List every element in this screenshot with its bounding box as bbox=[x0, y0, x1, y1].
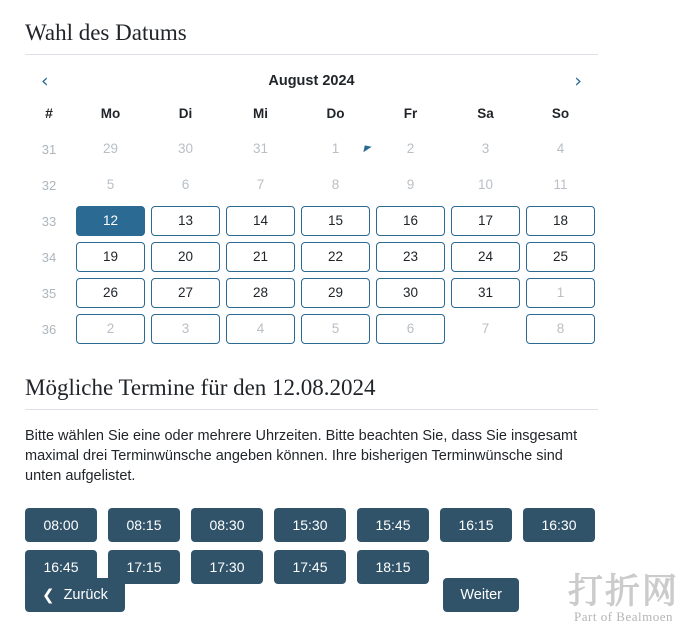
time-slot-button[interactable]: 08:15 bbox=[108, 508, 180, 542]
calendar-day-cell[interactable] bbox=[223, 239, 298, 275]
calendar-day-cell[interactable] bbox=[298, 311, 373, 347]
calendar-day[interactable]: 4 bbox=[226, 314, 295, 344]
calendar-week-number: 34 bbox=[41, 249, 57, 265]
mouse-cursor-icon bbox=[363, 145, 371, 153]
calendar-week-row bbox=[25, 167, 598, 203]
time-slot-button[interactable]: 08:00 bbox=[25, 508, 97, 542]
time-slot-button[interactable]: 15:30 bbox=[274, 508, 346, 542]
calendar-day: 7 bbox=[226, 170, 295, 200]
calendar-day[interactable]: 29 bbox=[301, 278, 370, 308]
calendar-day[interactable]: 6 bbox=[376, 314, 445, 344]
calendar-weekday-so: So bbox=[551, 105, 570, 121]
calendar-day-cell[interactable] bbox=[148, 311, 223, 347]
calendar-day-cell bbox=[148, 131, 223, 167]
page-title-available-times: Mögliche Termine für den 12.08.2024 bbox=[25, 365, 598, 410]
calendar-week-number: 31 bbox=[41, 141, 57, 157]
calendar-day-cell[interactable] bbox=[448, 203, 523, 239]
time-slot-list bbox=[25, 508, 625, 584]
calendar-day-cell bbox=[448, 311, 523, 347]
calendar-day-cell bbox=[448, 167, 523, 203]
calendar-day-cell[interactable] bbox=[298, 275, 373, 311]
calendar-day: 29 bbox=[76, 134, 145, 164]
calendar-day-cell[interactable] bbox=[523, 275, 598, 311]
calendar-week-row bbox=[25, 131, 598, 167]
calendar-week-row bbox=[25, 275, 598, 311]
calendar-day-cell[interactable] bbox=[373, 275, 448, 311]
calendar-day[interactable]: 26 bbox=[76, 278, 145, 308]
calendar-day[interactable]: 15 bbox=[301, 206, 370, 236]
calendar-day[interactable]: 28 bbox=[226, 278, 295, 308]
calendar-day-cell[interactable] bbox=[73, 311, 148, 347]
calendar-day[interactable]: 20 bbox=[151, 242, 220, 272]
calendar-day-cell bbox=[373, 131, 448, 167]
calendar-widget bbox=[25, 65, 598, 347]
time-slot-button[interactable]: 16:45 bbox=[25, 550, 97, 584]
time-slot-button[interactable]: 17:45 bbox=[274, 550, 346, 584]
calendar-weekday-header-row bbox=[25, 97, 598, 131]
calendar-day-cell[interactable] bbox=[223, 203, 298, 239]
calendar-day: 6 bbox=[151, 170, 220, 200]
calendar-week-row bbox=[25, 239, 598, 275]
calendar-day: 9 bbox=[376, 170, 445, 200]
time-slot-button[interactable]: 16:30 bbox=[523, 508, 595, 542]
calendar-day[interactable]: 21 bbox=[226, 242, 295, 272]
calendar-day: 31 bbox=[226, 134, 295, 164]
calendar-day[interactable]: 16 bbox=[376, 206, 445, 236]
calendar-day[interactable]: 2 bbox=[76, 314, 145, 344]
calendar-day-cell[interactable] bbox=[373, 239, 448, 275]
instructions-text: Bitte wählen Sie eine oder mehrere Uhrzeiten. Bitte beachten Sie, dass Sie insgesamt maximal drei Terminwünsche angeben können. Ihre bisherigen Terminwünsche sind unten aufgelistet. bbox=[25, 428, 578, 484]
calendar-day: 1 bbox=[301, 134, 370, 164]
calendar-day: 3 bbox=[451, 134, 520, 164]
calendar-day-cell bbox=[373, 167, 448, 203]
calendar-day-cell[interactable] bbox=[148, 203, 223, 239]
time-slot-button[interactable]: 18:15 bbox=[357, 550, 429, 584]
calendar-month-label: August 2024 bbox=[268, 73, 355, 89]
calendar-day-cell[interactable] bbox=[73, 239, 148, 275]
calendar-day-cell bbox=[223, 167, 298, 203]
calendar-day: 4 bbox=[526, 134, 595, 164]
calendar-day[interactable]: 18 bbox=[526, 206, 595, 236]
calendar-day[interactable]: 31 bbox=[451, 278, 520, 308]
calendar-week-col-header: # bbox=[45, 105, 53, 121]
calendar-day-cell[interactable] bbox=[148, 239, 223, 275]
calendar-week-number: 36 bbox=[41, 321, 57, 337]
calendar-day-cell[interactable] bbox=[523, 239, 598, 275]
calendar-day[interactable]: 30 bbox=[376, 278, 445, 308]
back-button-label: Zurück bbox=[63, 587, 108, 603]
watermark-primary: 打折网 bbox=[567, 572, 679, 612]
calendar-day: 2 bbox=[376, 134, 445, 164]
calendar-weekday-fr: Fr bbox=[403, 105, 418, 121]
calendar-day-cell bbox=[523, 131, 598, 167]
time-slot-button[interactable]: 17:30 bbox=[191, 550, 263, 584]
calendar-day: 10 bbox=[451, 170, 520, 200]
back-button[interactable] bbox=[25, 578, 125, 612]
time-slot-button[interactable]: 15:45 bbox=[357, 508, 429, 542]
calendar-day[interactable]: 23 bbox=[376, 242, 445, 272]
calendar-weekday-sa: Sa bbox=[477, 105, 494, 121]
calendar-day[interactable]: 17 bbox=[451, 206, 520, 236]
calendar-day[interactable]: 14 bbox=[226, 206, 295, 236]
calendar-day-cell bbox=[298, 167, 373, 203]
calendar-header bbox=[25, 65, 598, 97]
calendar-day-cell[interactable] bbox=[373, 311, 448, 347]
calendar-day: 7 bbox=[451, 314, 520, 344]
next-button[interactable] bbox=[443, 578, 519, 612]
calendar-day-cell bbox=[148, 167, 223, 203]
calendar-day[interactable]: 13 bbox=[151, 206, 220, 236]
calendar-week-row bbox=[25, 203, 598, 239]
calendar-day[interactable]: 1 bbox=[526, 278, 595, 308]
calendar-day: 30 bbox=[151, 134, 220, 164]
calendar-day-cell[interactable] bbox=[373, 203, 448, 239]
calendar-day: 5 bbox=[76, 170, 145, 200]
time-slot-button[interactable]: 17:15 bbox=[108, 550, 180, 584]
calendar-day-cell bbox=[73, 131, 148, 167]
chevron-left-icon: ❮ bbox=[42, 585, 55, 604]
calendar-day-cell[interactable] bbox=[298, 239, 373, 275]
calendar-day-cell[interactable] bbox=[73, 275, 148, 311]
calendar-weekday-mo: Mo bbox=[100, 105, 121, 121]
calendar-weekday-di: Di bbox=[178, 105, 193, 121]
calendar-day[interactable]: 22 bbox=[301, 242, 370, 272]
calendar-day-cell[interactable] bbox=[73, 203, 148, 239]
calendar-day[interactable]: 19 bbox=[76, 242, 145, 272]
calendar-day: 8 bbox=[301, 170, 370, 200]
time-slot-button[interactable]: 08:30 bbox=[191, 508, 263, 542]
chevron-right-icon[interactable]: › bbox=[568, 70, 588, 93]
time-slot-button[interactable]: 16:15 bbox=[440, 508, 512, 542]
calendar-weekday-do: Do bbox=[326, 105, 345, 121]
watermark-secondary: Part of Bealmoen bbox=[574, 609, 673, 621]
calendar-weekday-mi: Mi bbox=[253, 105, 268, 121]
calendar-week-row bbox=[25, 311, 598, 347]
calendar-grid bbox=[25, 97, 598, 347]
calendar-day-cell[interactable] bbox=[448, 275, 523, 311]
calendar-body bbox=[25, 131, 598, 347]
calendar-day-cell bbox=[73, 167, 148, 203]
calendar-day[interactable]: 8 bbox=[526, 314, 595, 344]
calendar-day-cell[interactable] bbox=[298, 203, 373, 239]
calendar-day[interactable]: 25 bbox=[526, 242, 595, 272]
calendar-day-cell[interactable] bbox=[223, 275, 298, 311]
chevron-left-icon[interactable]: ‹ bbox=[35, 70, 55, 93]
calendar-day: 11 bbox=[526, 170, 595, 200]
calendar-week-number: 35 bbox=[41, 285, 57, 301]
calendar-day[interactable]: 24 bbox=[451, 242, 520, 272]
calendar-week-number: 32 bbox=[41, 177, 57, 193]
page-title-date-selection: Wahl des Datums bbox=[25, 10, 598, 55]
calendar-day-cell bbox=[448, 131, 523, 167]
calendar-day-cell bbox=[223, 131, 298, 167]
calendar-day[interactable]: 3 bbox=[151, 314, 220, 344]
calendar-day[interactable]: 12 bbox=[76, 206, 145, 236]
calendar-day-cell[interactable] bbox=[523, 311, 598, 347]
calendar-day-cell[interactable] bbox=[148, 275, 223, 311]
calendar-day[interactable]: 27 bbox=[151, 278, 220, 308]
calendar-week-number: 33 bbox=[41, 213, 57, 229]
calendar-day-cell[interactable] bbox=[523, 203, 598, 239]
calendar-day-cell[interactable] bbox=[223, 311, 298, 347]
calendar-day-cell bbox=[523, 167, 598, 203]
footer-actions bbox=[25, 578, 595, 614]
appointment-booking-page bbox=[0, 10, 689, 621]
calendar-day[interactable]: 5 bbox=[301, 314, 370, 344]
next-button-label: Weiter bbox=[460, 587, 502, 603]
calendar-day-cell[interactable] bbox=[448, 239, 523, 275]
calendar-day-cell bbox=[298, 131, 373, 167]
